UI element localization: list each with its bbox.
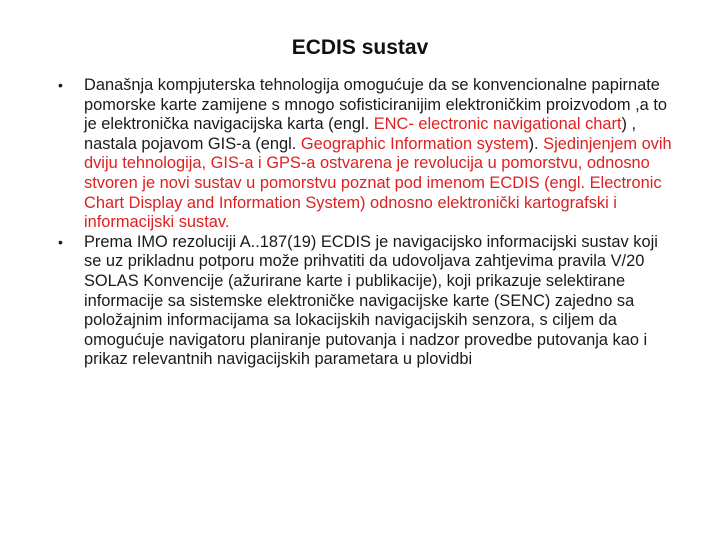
bullet-item [56, 76, 676, 233]
bullet-dot-icon: • [58, 233, 63, 250]
slide-title: ECDIS sustav [291, 36, 429, 59]
bullet-item [56, 233, 676, 370]
highlighted-text: Sjedinjenjem ovih dviju tehnologija, GIS-a i GPS-a ostvarena je revolucija u pomorstvu, odnosno stvoren je novi sustav u pomorstvu poznat pod imenom ECDIS (engl. Electronic Chart Display and Information System) odnosno elektronički kartografski i informacijski sustav. [84, 134, 672, 232]
body-text: ). [528, 134, 544, 153]
body-text: Današnja kompjuterska tehnologija omogućuje da se konvencionalne papirnate pomorske karte zamijene s mnogo sofisticiranijim elektroničkim proizvodom ,a to je elektronička navigacijska karta (engl. [84, 76, 667, 134]
body-text: ECDIS je navigacijsko informacijski sustav koji se uz prikladnu potporu može prihvatiti da udovoljava zahtjevima pravila V/20 SOLAS Konvencije (ažurirane karte i publikacije), koji prikazuje selektirane informacije sa sistemske elektroničke navigacijske karte (SENC) zajedno sa položajnim informacijama sa lokacijskih navigacijskih senzora, s ciljem da omogućuje navigatoru planiranje putovanja i nadzor provedbe putovanja kao i prikaz relevantnih navigacijskih parametara u plovidbi [84, 232, 658, 369]
highlighted-text: Geographic Information system [300, 134, 529, 153]
highlighted-text: ENC- electronic navigational chart [373, 115, 622, 134]
body-text: Prema IMO rezoluciji A..187(19) [84, 232, 321, 251]
body-text: ) , nastala pojavom GIS-a (engl. [84, 115, 637, 153]
bullet-dot-icon: • [58, 77, 63, 93]
bullet-list [56, 76, 676, 370]
